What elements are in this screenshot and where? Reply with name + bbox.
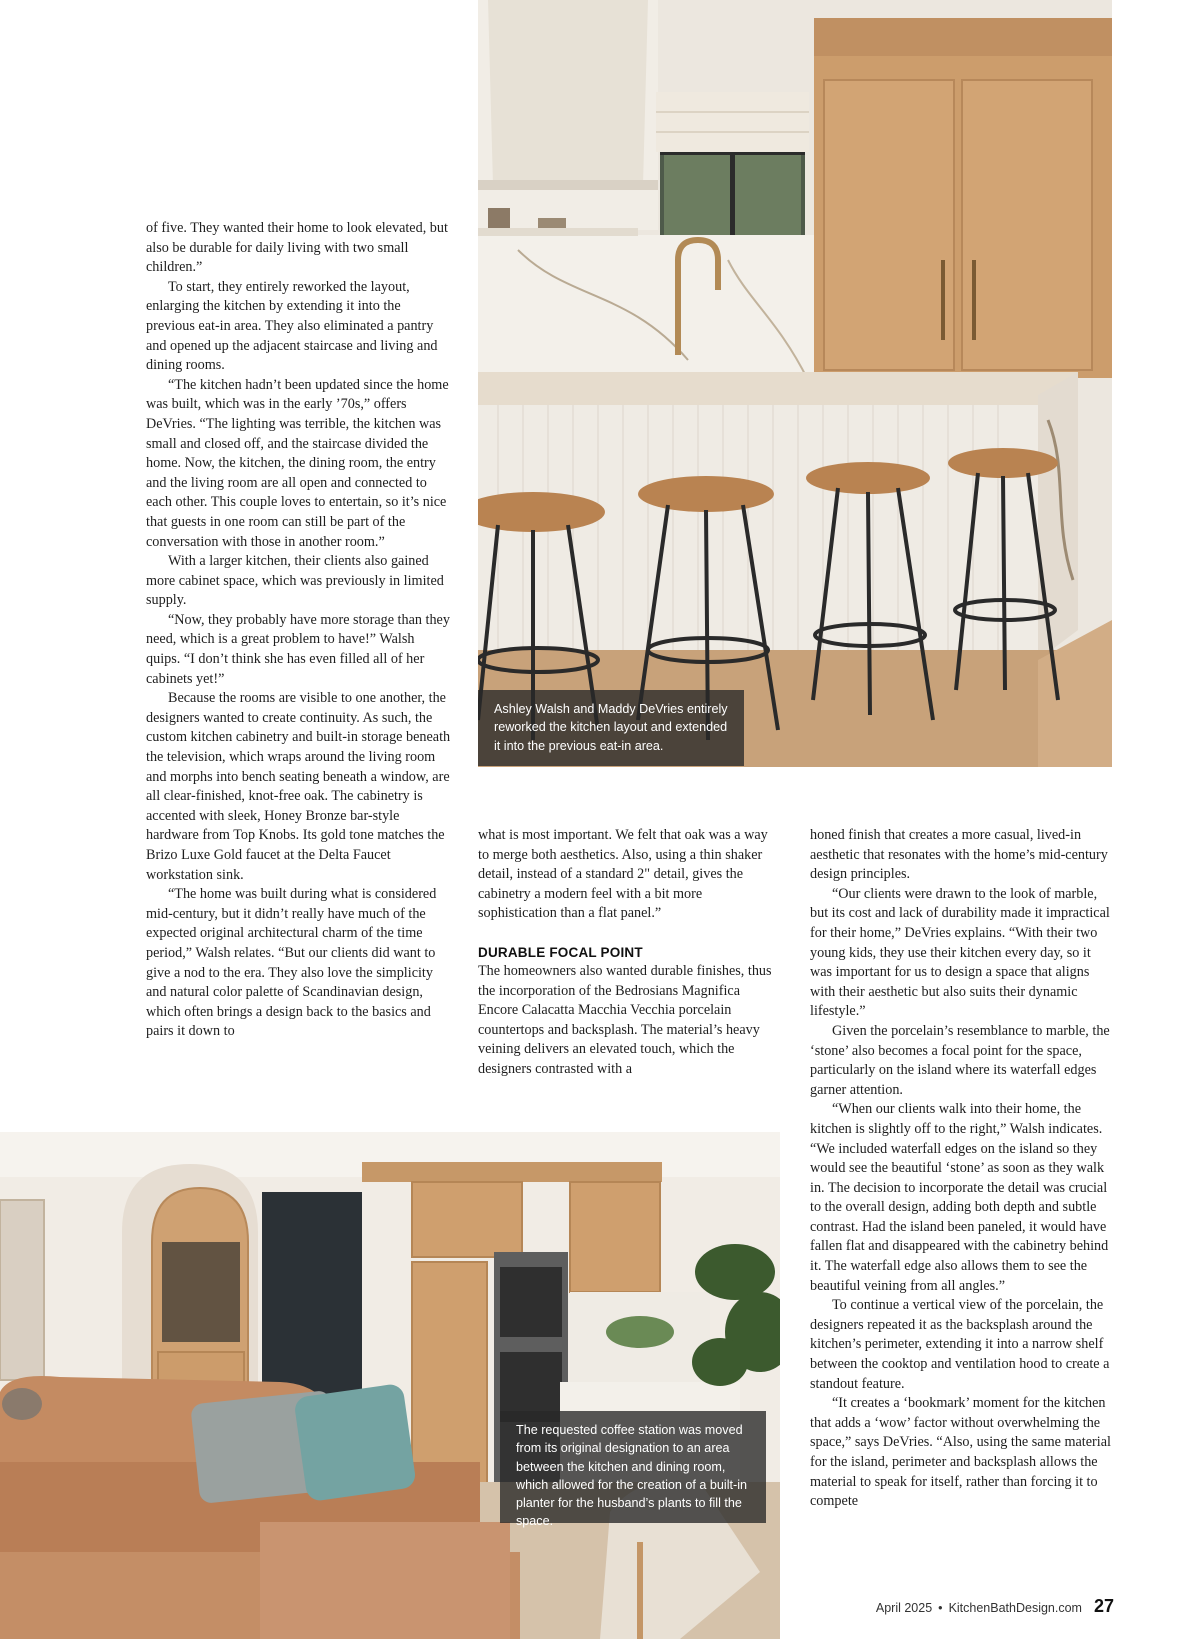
paragraph: of five. They wanted their home to look elevated, but also be durable for daily living with two small children.” — [146, 220, 448, 276]
paragraph: “When our clients walk into their home, the kitchen is slightly off to the right,” Walsh indicates. “We included waterfall edges on the island so they would see the beautiful ‘stone’ as soon as they walk in. The decision to incorporate the detail was crucial to the overall design, adding both depth and subtle contrast. Had the island been paneled, it would have fallen flat and disappeared with the cabinetry behind it. The waterfall edge also allows them to see the beautiful veining from all angles.” — [810, 1101, 1109, 1294]
paragraph: Because the rooms are visible to one another, the designers wanted to create continuity. As such, the custom kitchen cabinetry and built-in storage beneath the television, which wraps around the living room and morphs into bench seating beneath a window, are all clear-finished, knot-free oak. The cabinetry is accented with sleek, Honey Bronze bar-style hardware from Top Knobs. Its gold tone matches the Brizo Luxe Gold faucet at the Delta Faucet workstation sink. — [146, 690, 451, 883]
paragraph: “It creates a ‘bookmark’ moment for the kitchen that adds a ‘wow’ factor without overwhelming the space,” says DeVries. “Also, using the same material for the island, perimeter and backsplash allows the material to speak for itself, rather than forcing it to compete — [810, 1395, 1111, 1510]
living-room-illustration — [0, 1132, 780, 1639]
living-room-photo — [0, 1132, 780, 1639]
footer-separator: • — [938, 1601, 943, 1615]
website-link[interactable]: KitchenBathDesign.com — [948, 1601, 1082, 1615]
paragraph: With a larger kitchen, their clients also gained more cabinet space, which was previously in limited supply. — [146, 553, 444, 609]
page-number: 27 — [1093, 1596, 1114, 1616]
paragraph: “Now, they probably have more storage than they need, which is a great problem to have!” Walsh quips. “I don’t think she has even filled all of her cabinets yet!” — [146, 611, 450, 687]
paragraph: “Our clients were drawn to the look of marble, but its cost and lack of durability made it impractical for their home,” DeVries explains. “With their two young kids, they use their kitchen every day, so it was important for us to design a space that aligns with their aesthetic but also suits their dynamic lifestyle.” — [810, 885, 1110, 1020]
paragraph: honed finish that creates a more casual, lived-in aesthetic that resonates with the home’s mid-century design principles. — [810, 827, 1108, 883]
kitchen-island-illustration — [478, 0, 1112, 767]
article-column-3 — [810, 826, 1114, 1512]
issue-date: April 2025 — [875, 1601, 933, 1615]
article-column-1 — [146, 219, 451, 1042]
paragraph: “The home was built during what is considered mid-century, but it didn’t really have much of the expected original architectural charm of the time period,” Walsh relates. “But our clients did want to give a nod to the era. They also love the simplicity and natural color palette of Scandinavian design, which often brings a design back to the basics and pairs it down to — [146, 886, 437, 1040]
kitchen-island-photo — [478, 0, 1112, 767]
paragraph: what is most important. We felt that oak was a way to merge both aesthetics. Also, using a thin shaker detail, instead of a standard 2" detail, gives the cabinetry a modern feel with a bit more sophistication than a flat panel.” — [478, 827, 768, 922]
section-subhead: DURABLE FOCAL POINT — [478, 944, 643, 960]
article-column-2 — [478, 826, 774, 1080]
paragraph: Given the porcelain’s resemblance to marble, the ‘stone’ also becomes a focal point for the space, particularly on the island where its waterfall edges garner attention. — [810, 1022, 1110, 1098]
coffee-station-caption: The requested coffee station was moved from its original designation to an area between the kitchen and dining room, which allowed for the creation of a built-in planter for the husband’s plants to fill the space. — [500, 1411, 766, 1523]
paragraph: “The kitchen hadn’t been updated since the home was built, which was in the early ’70s,” offers DeVries. “The lighting was terrible, the kitchen was small and closed off, and the staircase divided the home. Now, the kitchen, the dining room, the entry and the living room are all open and connected to each other. This couple loves to entertain, so it’s nice that guests in one room can still be part of the conversation with those in another room.” — [146, 376, 449, 550]
page-footer — [876, 1596, 1114, 1617]
paragraph: To start, they entirely reworked the layout, enlarging the kitchen by extending it into the previous eat-in area. They also eliminated a pantry and opened up the adjacent staircase and living and dining rooms. — [146, 278, 438, 374]
kitchen-photo-caption: Ashley Walsh and Maddy DeVries entirely reworked the kitchen layout and extended it into the previous eat-in area. — [478, 690, 744, 766]
paragraph: To continue a vertical view of the porcelain, the designers repeated it as the backsplash around the kitchen’s perimeter, extending it into a narrow shelf between the cooktop and ventilation hood to create a standout feature. — [810, 1297, 1110, 1392]
paragraph: The homeowners also wanted durable finishes, thus the incorporation of the Bedrosians Magnifica Encore Calacatta Macchia Vecchia porcelain countertops and backsplash. The material’s heavy veining delivers an elevated touch, which the designers contrasted with a — [478, 962, 772, 1077]
